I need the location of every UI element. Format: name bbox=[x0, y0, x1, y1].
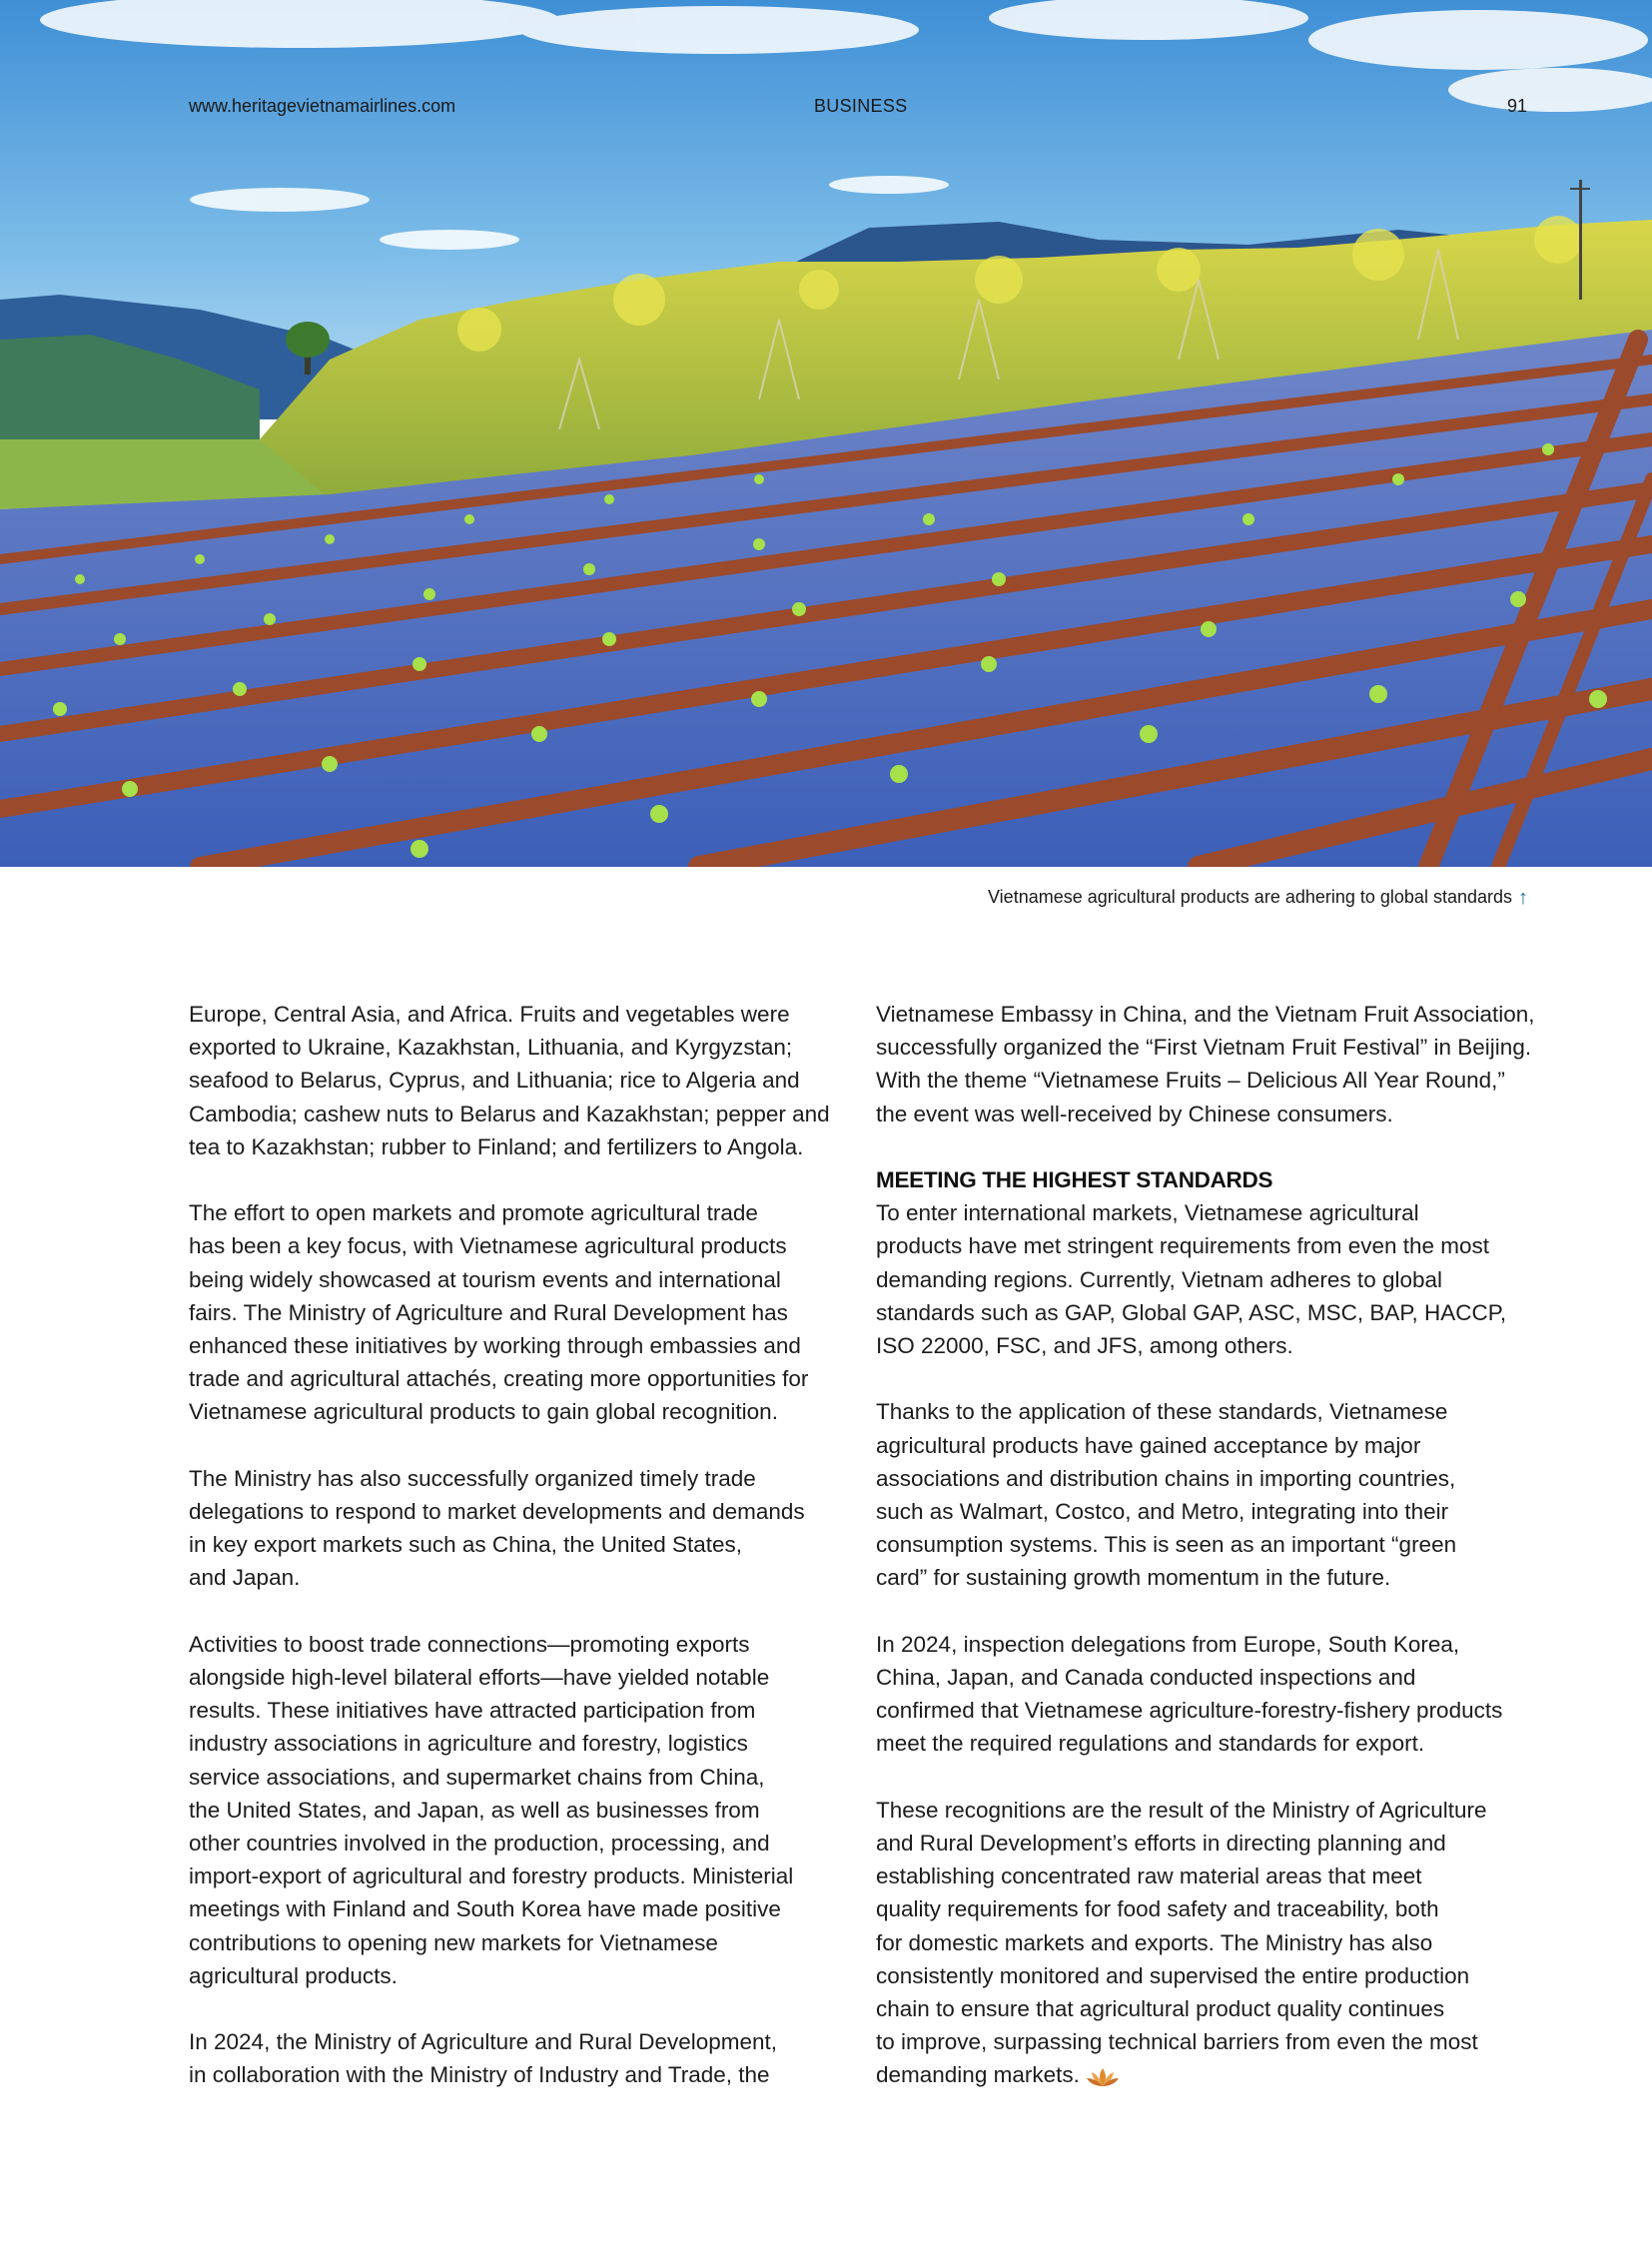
hero-photo bbox=[0, 0, 1652, 867]
paragraph: Thanks to the application of these standards, Vietnamese agricultural products have gained acceptance by major associations and distribution chains in importing countries, such as Walmart, Costco, and Metro, integrating into their consumption systems. This is seen as an important “green card” for sustaining growth momentum in the future. bbox=[876, 1399, 1457, 1591]
paragraph: In 2024, inspection delegations from Europe, South Korea, China, Japan, and Canada conducted inspections and confirmed that Vietnamese agriculture-forestry-fishery products meet the required regulations and standards for export. bbox=[876, 1631, 1503, 1757]
running-head bbox=[189, 96, 1527, 120]
page-number: 91 bbox=[1506, 96, 1527, 116]
paragraph: The effort to open markets and promote agricultural trade has been a key focus, with Vietnamese agricultural products being widely showcased at tourism events and international fairs. The Ministry of Agriculture and Rural Development has enhanced these initiatives by working through embassies and trade and agricultural attachés, creating more opportunities for Vietnamese agricultural products to gain global recognition. bbox=[189, 1200, 809, 1425]
caption-text: Vietnamese agricultural products are adhering to global standards bbox=[988, 887, 1512, 907]
lotus-end-mark-icon bbox=[1086, 2066, 1120, 2088]
section-heading: MEETING THE HIGHEST STANDARDS bbox=[876, 1167, 1273, 1192]
last-paragraph bbox=[876, 1794, 1535, 2092]
paragraph: To enter international markets, Vietnamese agricultural products have met stringent requirements from even the most demanding regions. Currently, Vietnam adheres to global standards such as GAP, Global GAP, ASC, MSC, BAP, HACCP, ISO 22000, FSC, and JFS, among others. bbox=[876, 1200, 1507, 1359]
paragraph-text: These recognitions are the result of the Ministry of Agriculture and Rural Development’s efforts in directing planning and establishing concentrated raw material areas that meet quality requirements for food safety and traceability, both for domestic markets and exports. The Ministry has also consistently monitored and supervised the entire production chain to ensure that agricultural product quality continues to improve, surpassing technical barriers from even the most demanding markets. bbox=[876, 1797, 1487, 2088]
section-label: BUSINESS bbox=[814, 96, 908, 116]
site-url: www.heritagevietnamairlines.com bbox=[189, 96, 456, 116]
photo-caption bbox=[988, 887, 1528, 908]
paragraph: Activities to boost trade connections—promoting exports alongside high-level bilateral efforts—have yielded notable results. These initiatives have attracted participation from industry associations in agriculture and forestry, logistics service associations, and supermarket chains from China, the United States, and Japan, as well as businesses from other countries involved in the production, processing, and import-export of agricultural and forestry products. Ministerial meetings with Finland and South Korea have made positive contributions to opening new markets for Vietnamese agricultural products. bbox=[189, 1631, 794, 1988]
article-right-column bbox=[876, 998, 1535, 2125]
paragraph: In 2024, the Ministry of Agriculture and Rural Development, in collaboration with the Ministry of Industry and Trade, the bbox=[189, 2029, 778, 2088]
article-left-column bbox=[189, 998, 848, 2125]
farm-field-photo bbox=[0, 0, 1652, 867]
paragraph: Europe, Central Asia, and Africa. Fruits and vegetables were exported to Ukraine, Kazakhstan, Lithuania, and Kyrgyzstan; seafood to Belarus, Cyprus, and Lithuania; rice to Algeria and Cambodia; cashew nuts to Belarus and Kazakhstan; pepper and tea to Kazakhstan; rubber to Finland; and fertilizers to Angola. bbox=[189, 1002, 830, 1159]
paragraph: The Ministry has also successfully organized timely trade delegations to respond to market developments and demands in key export markets such as China, the United States, and Japan. bbox=[189, 1465, 805, 1591]
paragraph: Vietnamese Embassy in China, and the Vietnam Fruit Association, successfully organized the “First Vietnam Fruit Festival” in Beijing. With the theme “Vietnamese Fruits – Delicious All Year Round,” the event was well-received by Chinese consumers. bbox=[876, 1002, 1535, 1126]
arrow-up-icon: ↑ bbox=[1518, 886, 1528, 909]
